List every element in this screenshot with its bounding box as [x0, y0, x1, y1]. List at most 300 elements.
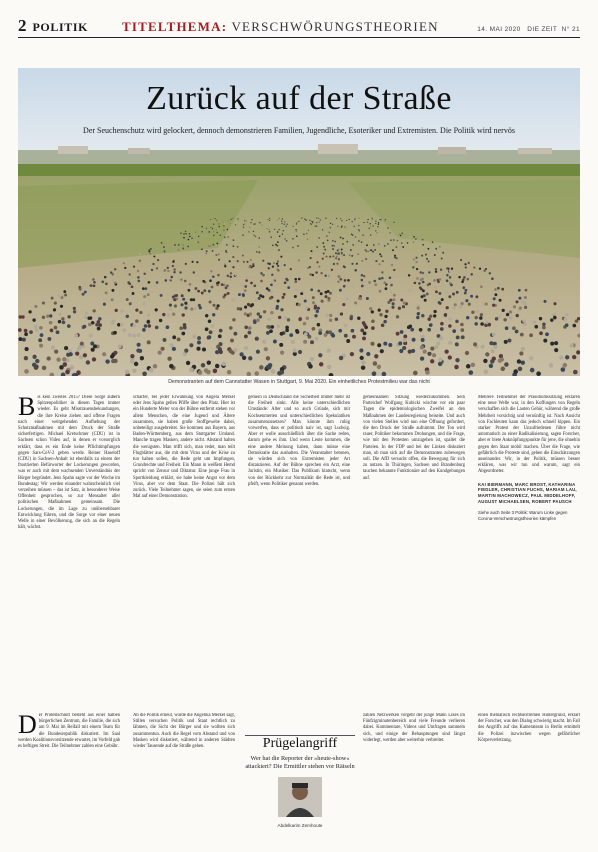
crowd-figure: [458, 276, 461, 279]
crowd-figure: [162, 313, 165, 316]
crowd-figure: [449, 270, 451, 272]
crowd-figure: [274, 229, 275, 230]
crowd-figure: [38, 338, 42, 342]
crowd-figure: [235, 224, 236, 225]
crowd-figure: [565, 323, 569, 327]
crowd-figure: [308, 364, 313, 369]
crowd-figure: [47, 337, 51, 341]
crowd-figure: [563, 363, 567, 367]
crowd-figure: [357, 253, 359, 255]
crowd-figure: [262, 274, 264, 276]
crowd-figure: [147, 313, 150, 316]
crowd-figure: [304, 218, 305, 219]
crowd-figure: [340, 312, 343, 315]
crowd-figure: [429, 323, 433, 327]
crowd-figure: [346, 241, 348, 243]
crowd-figure: [285, 226, 286, 227]
crowd-figure: [473, 266, 475, 268]
crowd-figure: [476, 310, 479, 313]
crowd-figure: [515, 300, 518, 303]
crowd-figure: [390, 239, 392, 241]
crowd-figure: [279, 236, 281, 238]
crowd-figure: [375, 230, 376, 231]
crowd-figure: [39, 326, 43, 330]
crowd-figure: [524, 302, 527, 305]
crowd-figure: [333, 245, 335, 247]
crowd-figure: [396, 332, 400, 336]
crowd-figure: [393, 239, 395, 241]
crowd-figure: [238, 293, 241, 296]
paper-name: DIE ZEIT: [527, 26, 558, 33]
crowd-figure: [298, 350, 302, 354]
crowd-figure: [278, 249, 280, 251]
crowd-figure: [501, 288, 504, 291]
crowd-figure: [316, 225, 317, 226]
crowd-figure: [47, 356, 51, 360]
crowd-figure: [139, 311, 142, 314]
crowd-figure: [249, 312, 252, 315]
crowd-figure: [360, 329, 364, 333]
portrait-photo: [278, 777, 322, 817]
crowd-figure: [485, 302, 488, 305]
crowd-figure: [433, 279, 436, 282]
crowd-figure: [358, 240, 360, 242]
crowd-figure: [502, 309, 505, 312]
crowd-figure: [481, 345, 485, 349]
crowd-figure: [400, 235, 402, 237]
crowd-figure: [35, 359, 39, 363]
crowd-figure: [159, 319, 162, 322]
crowd-figure: [259, 222, 260, 223]
crowd-figure: [281, 223, 282, 224]
issue-meta: [477, 26, 580, 33]
crowd-figure: [214, 218, 215, 219]
crowd-figure: [435, 248, 437, 250]
crowd-figure: [244, 312, 247, 315]
crowd-figure: [288, 228, 289, 229]
crowd-figure: [208, 231, 210, 233]
crowd-figure: [309, 220, 310, 221]
crowd-figure: [203, 289, 206, 292]
crowd-figure: [234, 274, 236, 276]
crowd-figure: [480, 285, 483, 288]
crowd-figure: [250, 266, 252, 268]
crowd-figure: [260, 280, 263, 283]
crowd-figure: [448, 295, 451, 298]
crowd-figure: [439, 278, 442, 281]
crowd-figure: [227, 229, 228, 230]
crowd-figure: [370, 249, 372, 251]
crowd-figure: [248, 356, 252, 360]
crowd-figure: [542, 326, 546, 330]
crowd-figure: [298, 278, 301, 281]
column-1-text: is kein zweites 2015? Diese Sorge äußern Spitzenpolitiker in diesen Tagen immer wieder. Es geht Misstrauensbekundungen, die ihre Kreise ziehen und offene Fragen nach einer weitgehenden Aufhebung der Schutzmaßnahmen mit dem Druck der Straße sicherfertigen. Michael Kretschmer (CDU) ist in Sachsen schon Video auf, in denen er vorsorglich erklärt, dass es ein Ende keine Pflichtimpfungen gegen Sars-CoV-2 geben werde. Reiner Haseloff (CDU) in Sachsen-Anhalt ist ebenfalls zu einem der frustrierten Befürworter der Lockerungen geworden, was er auch mit dem wachsenden Unverständnis der Bürger begründet. Jens Spahn sagte vor der Woche im Bundestag: Wir werden einander wahrscheinlich viel verzeihen müssen – das ist Satz, in besonderer Weise Offenheit gesprochen, so zur Mensaltet aller politischen Maßnahmen gemeinsam. Die Lockerungen, die im Lage zu unübersehbarer Entwicklung führen, und die Sorge vor einer neuen Welle in einer Bevölkerung, die sich an die Regeln hält, wächst.: [18, 395, 120, 531]
crowd-figure: [301, 290, 304, 293]
lower-column-5-text: einen thematisch rechtsextremen Hintergrund, erklärt der Forscher, was den Dialog schwierig macht. Im Fall des Angriffs auf das Kamerateam in Berlin ermittelt die Polizei inzwischen wegen gefährlicher Körperverletzung.: [478, 713, 580, 743]
crowd-figure: [403, 334, 407, 338]
crowd-figure: [201, 291, 204, 294]
crowd-figure: [294, 278, 297, 281]
column-2-text: schärfer, bei jeder Erwähnung von Angela Merkel oder Jens Spahn gellen Pfiffe über den Platz. Hier ist ein Hunderte Meter von der Bühne entfernt stehen vor allem Menschen, die eine Jugend und Ältere zusammen, sie haben große Stoffgewebe dabei, unbeteiligt ausgebreitet. Sie kommen aus Bayern, aus Baden-Württemberg, aus dem Stuttgarter Umland. Manche tragen Masken, andere nicht. Abstand halten die wenigsten. Man trifft sich, man redet, man teilt Flugblätter aus, die mit dem Virus und der Krise zu tun haben sollen, die Rede geht um Impfungen, Grundrechte und Freiheit. Ein Mann in weißem Hemd spricht von Zensur und Diktatur. Eine junge Frau in Sportkleidung erklärt, sie habe keine Angst vor dem Virus, aber vor dem Staat. Die Polizei hält sich zurück. Viele Teilnehmer sagen, sie seien zum ersten Mal auf einer Demonstration.: [133, 395, 235, 500]
crowd-figure: [90, 284, 93, 287]
crowd-figure: [360, 356, 364, 360]
crowd-figure: [512, 326, 516, 330]
crowd-figure: [573, 370, 578, 375]
crowd-figure: [335, 257, 337, 259]
theme-label: TITELTHEMA:: [122, 19, 228, 34]
dropcap: B: [18, 395, 36, 421]
crowd-figure: [355, 269, 357, 271]
crowd-figure: [266, 331, 270, 335]
crowd-figure: [553, 302, 556, 305]
crowd-figure: [131, 285, 134, 288]
crowd-figure: [201, 248, 203, 250]
crowd-figure: [230, 272, 232, 274]
crowd-figure: [373, 361, 377, 365]
crowd-figure: [224, 223, 225, 224]
crowd-figure: [164, 269, 166, 271]
crowd-figure: [315, 337, 319, 341]
crowd-figure: [213, 235, 215, 237]
crowd-figure: [454, 365, 459, 370]
crowd-figure: [364, 223, 365, 224]
crowd-figure: [158, 351, 162, 355]
crowd-figure: [28, 310, 31, 313]
crowd-figure: [332, 255, 334, 257]
crowd-figure: [53, 308, 56, 311]
crowd-figure: [325, 295, 328, 298]
crowd-figure: [336, 263, 338, 265]
crowd-figure: [167, 267, 169, 269]
crowd-figure: [93, 344, 97, 348]
crowd-figure: [520, 333, 524, 337]
crowd-figure: [218, 253, 220, 255]
crowd-figure: [448, 355, 452, 359]
crowd-figure: [289, 333, 293, 337]
crowd-figure: [180, 232, 182, 234]
crowd-figure: [56, 330, 60, 334]
crowd-figure: [181, 332, 185, 336]
crowd-figure: [371, 342, 375, 346]
crowd-figure: [227, 287, 230, 290]
lower-dropcap: D: [18, 713, 37, 739]
crowd-figure: [361, 274, 363, 276]
crowd-figure: [110, 354, 114, 358]
crowd-figure: [319, 281, 322, 284]
crowd-figure: [205, 314, 208, 317]
crowd-figure: [298, 259, 300, 261]
crowd-figure: [281, 264, 283, 266]
crowd-figure: [161, 347, 165, 351]
crowd-figure: [89, 316, 92, 319]
crowd-figure: [244, 229, 245, 230]
crowd-figure: [237, 307, 240, 310]
crowd-figure: [215, 350, 219, 354]
crowd-figure: [152, 263, 154, 265]
crowd-figure: [283, 293, 286, 296]
crowd-figure: [215, 254, 217, 256]
crowd-figure: [134, 362, 138, 366]
crowd-figure: [105, 359, 109, 363]
crowd-figure: [82, 293, 85, 296]
crowd-figure: [164, 250, 166, 252]
crowd-figure: [341, 220, 342, 221]
crowd-figure: [276, 236, 278, 238]
crowd-figure: [190, 298, 193, 301]
crowd-figure: [112, 289, 115, 292]
crowd-figure: [126, 270, 128, 272]
crowd-figure: [205, 235, 207, 237]
crowd-figure: [303, 267, 305, 269]
crowd-figure: [69, 352, 73, 356]
crowd-figure: [344, 324, 348, 328]
crowd-figure: [277, 269, 279, 271]
crowd-figure: [435, 271, 437, 273]
crowd-figure: [368, 281, 371, 284]
crowd-figure: [377, 343, 381, 347]
crowd-figure: [445, 291, 448, 294]
crowd-figure: [209, 279, 212, 282]
crowd-figure: [310, 257, 312, 259]
crowd-figure: [306, 316, 309, 319]
crowd-figure: [24, 356, 28, 360]
crowd-figure: [489, 341, 493, 345]
crowd-figure: [98, 317, 101, 320]
crowd-figure: [145, 287, 148, 290]
crowd-figure: [172, 313, 175, 316]
crowd-figure: [318, 265, 320, 267]
crowd-figure: [223, 229, 224, 230]
crowd-figure: [79, 287, 82, 290]
crowd-figure: [463, 276, 466, 279]
crowd-figure: [250, 282, 253, 285]
crowd-figure: [377, 365, 382, 370]
crowd-figure: [415, 257, 417, 259]
crowd-figure: [513, 305, 516, 308]
crowd-figure: [211, 324, 215, 328]
crowd-figure: [182, 313, 185, 316]
crowd-figure: [207, 335, 211, 339]
crowd-figure: [196, 261, 198, 263]
crowd-figure: [378, 263, 380, 265]
crowd-figure: [95, 323, 99, 327]
crowd-figure: [147, 293, 150, 296]
crowd-figure: [60, 305, 63, 308]
crowd-figure: [246, 261, 248, 263]
crowd-figure: [148, 281, 151, 284]
crowd-figure: [497, 287, 500, 290]
crowd-figure: [440, 327, 444, 331]
crowd-figure: [270, 290, 273, 293]
crowd-figure: [493, 345, 497, 349]
crowd-figure: [197, 341, 201, 345]
crowd-figure: [242, 293, 245, 296]
crowd-figure: [324, 333, 328, 337]
crowd-figure: [321, 300, 324, 303]
crowd-figure: [300, 292, 303, 295]
crowd-figure: [269, 231, 271, 233]
crowd-figure: [155, 308, 158, 311]
crowd-figure: [440, 322, 444, 326]
crowd-figure: [166, 325, 170, 329]
crowd-figure: [268, 219, 269, 220]
crowd-figure: [383, 342, 387, 346]
crowd-figure: [185, 231, 187, 233]
crowd-figure: [194, 307, 197, 310]
crowd-figure: [269, 218, 270, 219]
crowd-figure: [379, 290, 382, 293]
crowd-figure: [137, 333, 141, 337]
crowd-figure: [314, 226, 315, 227]
crowd-figure: [466, 316, 469, 319]
crowd-figure: [449, 276, 452, 279]
crowd-figure: [161, 242, 163, 244]
crowd-figure: [237, 246, 239, 248]
crowd-figure: [58, 313, 61, 316]
crowd-figure: [470, 273, 472, 275]
crowd-figure: [522, 319, 525, 322]
crowd-figure: [378, 243, 380, 245]
crowd-figure: [363, 220, 364, 221]
crowd-figure: [565, 313, 568, 316]
crowd-figure: [422, 272, 424, 274]
crowd-figure: [194, 252, 196, 254]
crowd-figure: [349, 219, 350, 220]
crowd-figure: [390, 281, 393, 284]
lower-column-2-text: Ab die Politik erneut, wurde die Angelika Merkel sagt, Stillen versuchen Politik und Staat rechtlich zu lähmen, die Sicht der Bürger und sie wollten sich zusammentun. Auch die Regel vom Abstand und von Masken wird diskutiert, während in anderen Städten wieder Tausende auf die Straße gehen.: [133, 713, 235, 750]
crowd-figure: [390, 290, 393, 293]
crowd-figure: [391, 306, 394, 309]
crowd-figure: [387, 243, 389, 245]
crowd-figure: [499, 299, 502, 302]
crowd-figure: [368, 250, 370, 252]
crowd-figure: [123, 329, 127, 333]
crowd-figure: [277, 241, 279, 243]
crowd-figure: [139, 253, 141, 255]
crowd-figure: [98, 323, 102, 327]
crowd-figure: [186, 361, 190, 365]
crowd-figure: [62, 321, 66, 325]
crowd-figure: [189, 343, 193, 347]
crowd-figure: [370, 226, 371, 227]
crowd-figure: [460, 259, 462, 261]
crowd-figure: [242, 356, 246, 360]
crowd-figure: [452, 329, 456, 333]
crowd-figure: [149, 253, 151, 255]
crowd-figure: [40, 333, 44, 337]
crowd-figure: [248, 266, 250, 268]
crowd-figure: [219, 329, 223, 333]
column-2: [133, 395, 235, 695]
crowd-figure: [133, 265, 135, 267]
inset-dek: Wer hat die Reporter der »heute-show« attackiert? Die Ermittler stehen vor Rätseln: [245, 755, 355, 770]
crowd-figure: [282, 296, 285, 299]
page-header: [18, 16, 580, 36]
crowd-figure: [248, 326, 252, 330]
crowd-figure: [276, 263, 278, 265]
crowd-figure: [572, 355, 576, 359]
crowd-figure: [408, 274, 410, 276]
crowd-figure: [266, 325, 270, 329]
crowd-figure: [310, 357, 314, 361]
crowd-figure: [292, 247, 294, 249]
crowd-figure: [366, 297, 369, 300]
crowd-figure: [32, 363, 36, 367]
crowd-figure: [218, 259, 220, 261]
crowd-figure: [314, 314, 317, 317]
crowd-figure: [301, 217, 302, 218]
see-also-note: Siehe auch Seite 3 Politik: Warum Linke gegen Corona-Verschwörungstheorien kämpfen: [478, 509, 568, 521]
crowd-figure: [233, 348, 237, 352]
crowd-figure: [24, 329, 28, 333]
crowd-figure: [337, 226, 338, 227]
crowd-figure: [474, 316, 477, 319]
crowd-figure: [416, 277, 419, 280]
crowd-figure: [205, 252, 207, 254]
header-rule: [18, 37, 580, 38]
crowd-figure: [268, 267, 270, 269]
crowd-figure: [110, 271, 112, 273]
crowd-figure: [210, 219, 211, 220]
crowd-figure: [24, 369, 29, 374]
crowd-figure: [376, 232, 378, 234]
crowd-figure: [211, 286, 214, 289]
crowd-figure: [420, 356, 424, 360]
crowd-figure: [277, 231, 279, 233]
crowd-figure: [402, 346, 406, 350]
crowd-figure: [181, 294, 184, 297]
crowd-figure: [554, 348, 558, 352]
crowd-figure: [296, 235, 298, 237]
crowd-figure: [351, 329, 355, 333]
crowd-figure: [132, 334, 136, 338]
crowd-figure: [370, 234, 372, 236]
crowd-figure: [142, 371, 147, 376]
crowd-figure: [89, 334, 93, 338]
crowd-figure: [205, 327, 209, 331]
crowd-figure: [363, 235, 365, 237]
crowd-figure: [195, 242, 197, 244]
crowd-figure: [136, 349, 140, 353]
crowd-figure: [140, 356, 144, 360]
crowd-figure: [465, 351, 469, 355]
crowd-figure: [97, 327, 101, 331]
crowd-figure: [342, 303, 345, 306]
crowd-figure: [217, 274, 219, 276]
crowd-figure: [269, 220, 270, 221]
crowd-figure: [403, 301, 406, 304]
crowd-figure: [325, 313, 328, 316]
crowd-figure: [324, 249, 326, 251]
crowd-figure: [433, 314, 436, 317]
crowd-figure: [92, 357, 96, 361]
crowd-figure: [185, 263, 187, 265]
crowd-figure: [351, 255, 353, 257]
crowd-figure: [543, 300, 546, 303]
crowd-figure: [517, 359, 521, 363]
crowd-figure: [363, 323, 367, 327]
crowd-figure: [208, 320, 212, 324]
crowd-figure: [564, 317, 567, 320]
crowd-figure: [148, 251, 150, 253]
crowd-figure: [213, 244, 215, 246]
crowd-figure: [483, 359, 487, 363]
crowd-figure: [521, 360, 525, 364]
crowd-figure: [334, 241, 336, 243]
crowd-figure: [361, 241, 363, 243]
crowd-figure: [332, 224, 333, 225]
crowd-figure: [226, 285, 229, 288]
